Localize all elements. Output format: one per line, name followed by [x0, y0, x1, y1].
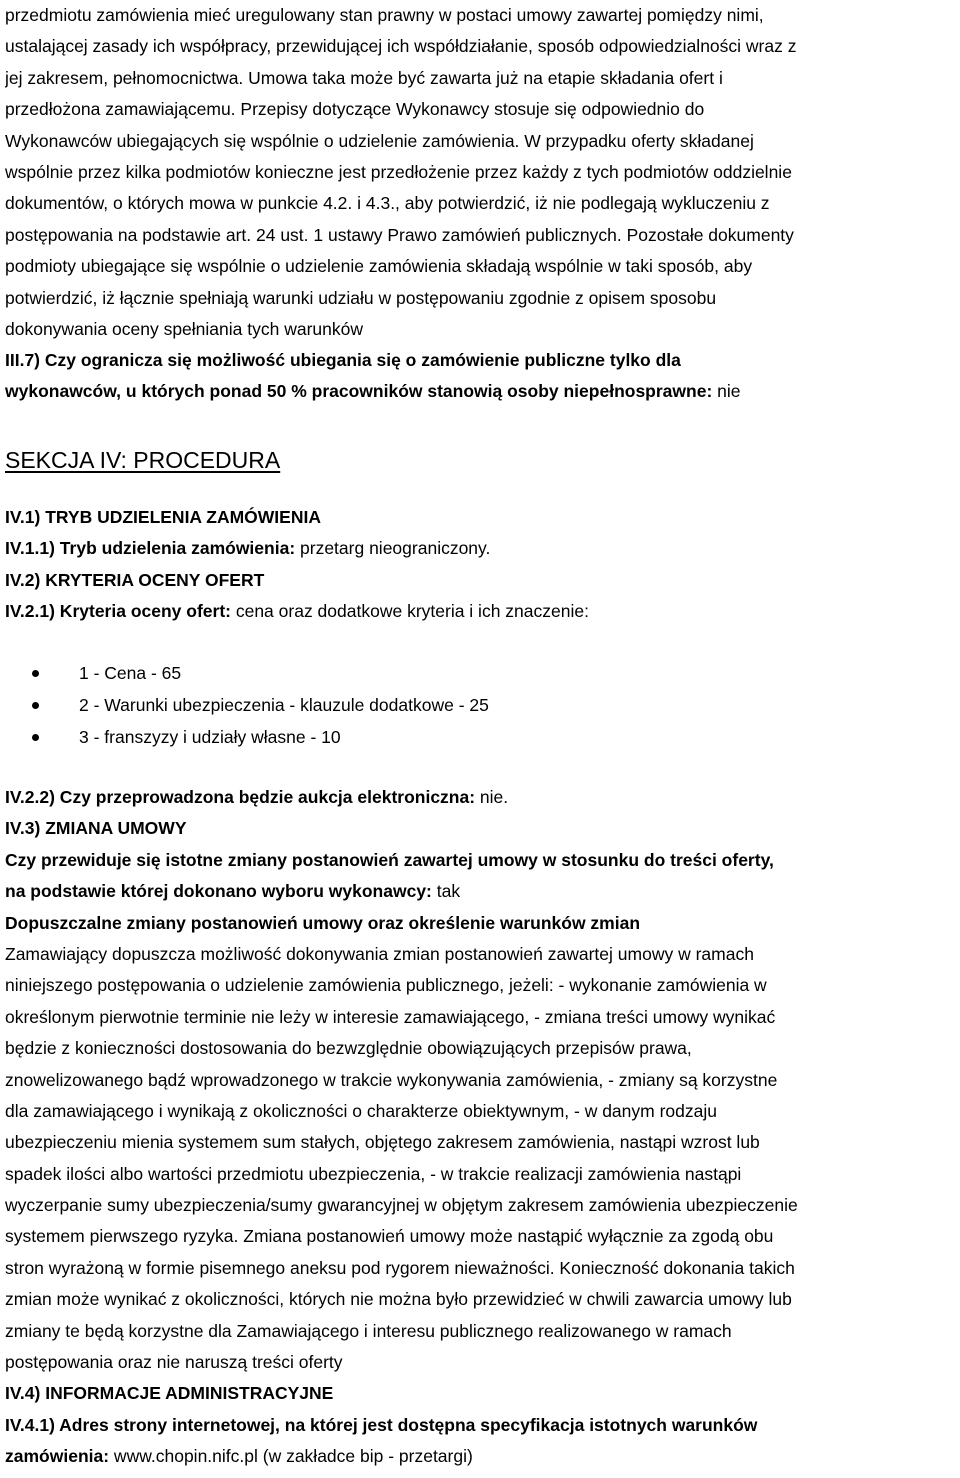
criterion-text: 3 - franszyzy i udziały własne - 10 [79, 727, 341, 747]
list-item [5, 689, 960, 721]
paragraph-line: będzie z konieczności dostosowania do bezwzględnie obowiązujących przepisów prawa, [5, 1038, 692, 1059]
iv22-label: IV.2.2) Czy przeprowadzona będzie aukcja elektroniczna: [5, 787, 476, 807]
iv22-value: nie. [475, 787, 509, 807]
paragraph-line: systemem pierwszego ryzyka. Zmiana postanowień umowy może nastąpić wyłącznie za zgodą obu [5, 1226, 774, 1247]
criterion-text: 1 - Cena - 65 [79, 663, 182, 683]
iv2-heading: IV.2) KRYTERIA OCENY OFERT [5, 569, 265, 590]
iv21-value: cena oraz dodatkowe kryteria i ich znaczenie: [230, 601, 589, 622]
iv3-sub-heading: Dopuszczalne zmiany postanowień umowy oraz określenie warunków zmian [5, 912, 641, 933]
paragraph-line: dokumentów, o których mowa w punkcie 4.2. i 4.3., aby potwierdzić, iż nie podlegają wykluczeniu z [5, 193, 770, 214]
paragraph-line: dokonywania oceny spełniania tych warunków [5, 318, 363, 339]
iv11-label: IV.1.1) Tryb udzielenia zamówienia: [5, 538, 296, 559]
paragraph-line: zmiany te będą korzystne dla Zamawiającego i interesu publicznego realizowanego w ramach [5, 1320, 732, 1341]
list-item [5, 657, 960, 689]
iv3-question-line1: Czy przewiduje się istotne zmiany postanowień zawartej umowy w stosunku do treści oferty, [5, 849, 774, 870]
list-item [5, 721, 960, 753]
iv41-url-value: www.chopin.nifc.pl (w zakładce bip - przetargi) [109, 1446, 473, 1467]
paragraph-line: przedłożona zamawiającemu. Przepisy dotyczące Wykonawcy stosuje się odpowiednio do [5, 99, 705, 120]
paragraph-line: Zamawiający dopuszcza możliwość dokonywania zmian postanowień zawartej umowy w ramach [5, 943, 754, 964]
iv41-question-line2: zamówienia: [5, 1446, 110, 1467]
section-iv22-iv4 [5, 782, 960, 1473]
section-iii7 [5, 345, 960, 408]
iv41-question-line1: IV.4.1) Adres strony internetowej, na której jest dostępna specyfikacja istotnych warunków [5, 1414, 758, 1435]
iv11-value: przetarg nieograniczony. [295, 538, 491, 559]
paragraph-line: zmian może wynikać z okoliczności, których nie można było przewidzieć w chwili zawarcia umowy lub [5, 1289, 792, 1310]
paragraph-line: postępowania oraz nie naruszą treści oferty [5, 1352, 343, 1373]
paragraph-line: Wykonawców ubiegających się wspólnie o udzielenie zamówienia. W przypadku oferty składanej [5, 130, 754, 151]
paragraph-line: postępowania na podstawie art. 24 ust. 1 ustawy Prawo zamówień publicznych. Pozostałe dokumenty [5, 224, 794, 245]
bullet-icon [32, 670, 39, 677]
iv3-answer: tak [431, 881, 461, 902]
iv3-question-line2: na podstawie której dokonano wyboru wykonawcy: [5, 881, 432, 902]
criterion-text: 2 - Warunki ubezpieczenia - klauzule dodatkowe - 25 [79, 695, 489, 715]
paragraph-line: jej zakresem, pełnomocnictwa. Umowa taka może być zawarta już na etapie składania ofert i [5, 67, 723, 88]
bullet-icon [32, 702, 39, 709]
iv4-heading: IV.4) INFORMACJE ADMINISTRACYJNE [5, 1383, 334, 1404]
criteria-list-wrapper [5, 657, 960, 753]
paragraph-line: stron wyrażoną w formie pisemnego aneksu pod rygorem nieważności. Konieczność dokonania takich [5, 1257, 795, 1278]
iv21-label: IV.2.1) Kryteria oceny ofert: [5, 601, 231, 622]
bullet-icon [32, 734, 39, 741]
paragraph-line: niniejszego postępowania o udzielenie zamówienia publicznego, jeżeli: - wykonanie zamówienia w [5, 975, 767, 996]
paragraph-line: znowelizowanego bądź wprowadzonego w trakcie wykonywania zamówienia, - zmiany są korzystne [5, 1069, 778, 1090]
paragraph-line: podmioty ubiegające się wspólnie o udzielenie zamówienia składają wspólnie w taki sposób, aby [5, 256, 753, 277]
iv3-heading: IV.3) ZMIANA UMOWY [5, 818, 187, 839]
iv1-heading: IV.1) TRYB UDZIELENIA ZAMÓWIENIA [5, 507, 321, 527]
paragraph-line: przedmiotu zamówienia mieć uregulowany stan prawny w postaci umowy zawartej pomiędzy nimi, [5, 5, 764, 25]
section-title: SEKCJA IV: PROCEDURA [5, 447, 281, 473]
paragraph-line: określonym pierwotnie terminie nie leży w interesie zamawiającego, - zmiana treści umowy wynikać [5, 1006, 776, 1027]
paragraph-line: potwierdzić, iż łącznie spełniają warunki udziału w postępowaniu zgodnie z opisem sposobu [5, 287, 717, 308]
criteria-list [5, 657, 960, 753]
iii7-question-line1: III.7) Czy ogranicza się możliwość ubiegania się o zamówienie publiczne tylko dla [5, 350, 681, 370]
paragraph-line: wspólnie przez kilka podmiotów konieczne jest przedłożenie przez każdy z tych podmiotów oddzielnie [5, 161, 792, 182]
paragraph-line: wyczerpanie sumy ubezpieczenia/sumy gwarancyjnej w objętym zakresem zamówienia ubezpieczenie [5, 1195, 798, 1216]
paragraph-line: ustalającej zasady ich współpracy, przewidującej ich współdziałanie, sposób odpowiedzialności wraz z [5, 36, 797, 57]
iii7-question-line2: wykonawców, u których ponad 50 % pracowników stanowią osoby niepełnosprawne: [5, 381, 713, 402]
paragraph-line: ubezpieczeniu mienia systemem sum stałych, objętego zakresem zamówienia, nastąpi wzrost lub [5, 1132, 760, 1153]
section-iv1 [5, 502, 960, 628]
paragraph-line: dla zamawiającego i wynikają z okoliczności o charakterze obiektywnym, - w danym rodzaju [5, 1100, 717, 1121]
continuation-paragraph [5, 0, 960, 345]
iii7-answer: nie [712, 381, 741, 402]
paragraph-line: spadek ilości albo wartości przedmiotu ubezpieczenia, - w trakcie realizacji zamówienia nastąpi [5, 1163, 742, 1184]
